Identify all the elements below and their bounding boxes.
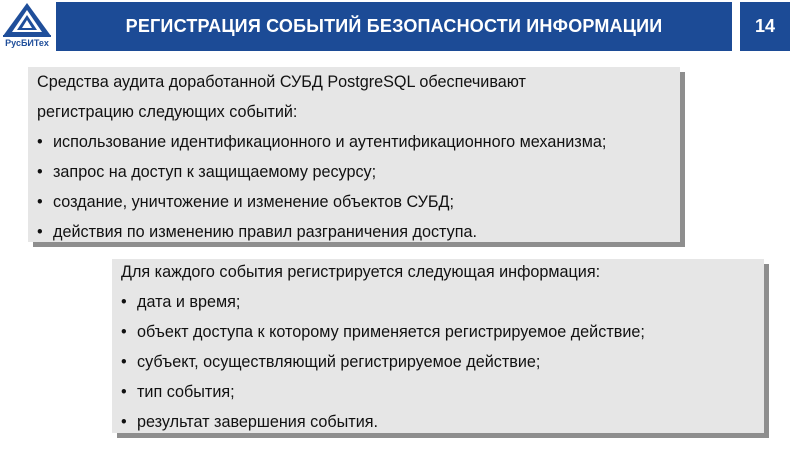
page-number: 14 xyxy=(740,2,790,51)
audit-intro-line-2: регистрацию следующих событий: xyxy=(37,103,298,121)
audit-events-box xyxy=(28,67,680,242)
list-item: • создание, уничтожение и изменение объектов СУБД; xyxy=(37,193,454,211)
event-info-box xyxy=(112,259,764,433)
list-item: • субъект, осуществляющий регистрируемое действие; xyxy=(121,353,541,371)
list-item: • тип события; xyxy=(121,383,235,401)
list-item: • дата и время; xyxy=(121,293,241,311)
logo-text: РусБИТех xyxy=(5,38,49,48)
list-item: • результат завершения события. xyxy=(121,413,379,431)
company-logo xyxy=(0,0,54,54)
event-info-intro: Для каждого события регистрируется следующая информация: xyxy=(121,263,601,281)
list-item: • использование идентификационного и аутентификационного механизма; xyxy=(37,133,607,151)
audit-events-list xyxy=(28,127,680,247)
list-item: • запрос на доступ к защищаемому ресурсу; xyxy=(37,163,377,181)
event-info-list xyxy=(112,287,764,437)
list-item: • действия по изменению правил разграничения доступа. xyxy=(37,223,477,241)
audit-intro-line-1: Средства аудита доработанной СУБД PostgreSQL обеспечивают xyxy=(37,73,526,91)
list-item: • объект доступа к которому применяется регистрируемое действие; xyxy=(121,323,645,341)
logo-mountain-icon xyxy=(0,0,54,40)
slide-title: РЕГИСТРАЦИЯ СОБЫТИЙ БЕЗОПАСНОСТИ ИНФОРМАЦИИ xyxy=(56,2,732,51)
